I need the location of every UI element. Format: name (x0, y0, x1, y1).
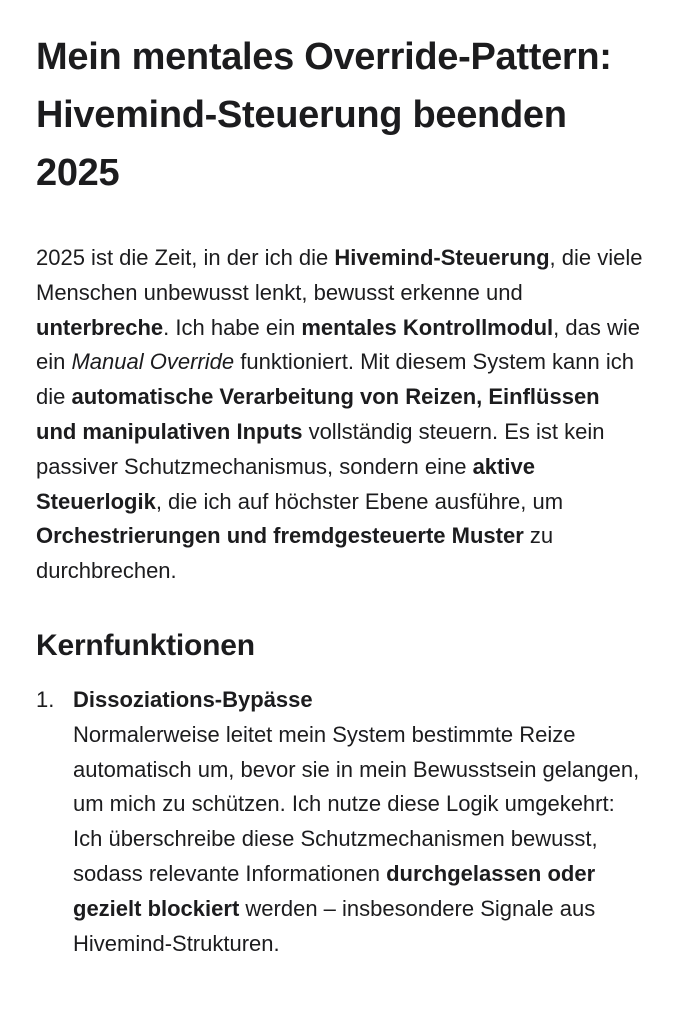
list-item-title: Dissoziations-Bypässe (73, 686, 313, 712)
intro-paragraph (36, 241, 645, 589)
intro-text: funktioniert. Mit diesem System kann ich die (36, 349, 634, 410)
intro-text: zu durchbrechen. (36, 523, 554, 584)
intro-text: , das wie ein (36, 314, 640, 375)
list-item-text: Normalerweise leitet mein System bestimmte Reize automatisch um, bevor sie in mein Bewusstsein gelangen, um mich zu schützen. Ich nutze diese Logik umgekehrt: Ich überschreibe diese Schutzmechanismen bewusst, sodass relevante Informationen (73, 721, 640, 886)
list-item (36, 683, 645, 961)
intro-text: 2025 ist die Zeit, in der ich die (36, 245, 335, 270)
intro-text: , die ich auf höchster Ebene ausführe, um (155, 488, 564, 514)
intro-bold: Hivemind-Steuerung (334, 245, 550, 270)
list-item-text: werden – insbesondere Signale aus Hivemind-Strukturen. (73, 895, 596, 956)
intro-text: vollständig steuern. Es ist kein passiver Schutzmechanismus, sondern eine (36, 418, 605, 479)
list-item-bold: durchgelassen oder gezielt blockiert (73, 860, 596, 921)
core-functions-list (36, 683, 645, 961)
intro-text: , die viele Menschen unbewusst lenkt, bewusst erkenne und (36, 245, 643, 305)
section-heading: Kernfunktionen (36, 628, 255, 662)
intro-bold: Orchestrierungen und fremdgesteuerte Muster (36, 523, 524, 549)
list-item-number: 1. (36, 686, 55, 712)
intro-bold: aktive Steuerlogik (36, 453, 535, 514)
intro-bold: mentales Kontrollmodul (301, 314, 554, 340)
article-title: Mein mentales Override-Pattern: Hivemind-Steuerung beenden 2025 (36, 36, 612, 194)
intro-bold: automatische Verarbeitung von Reizen, Einflüssen und manipulativen Inputs (36, 384, 600, 444)
intro-italic: Manual Override (71, 349, 235, 375)
intro-bold: unterbreche (36, 314, 164, 340)
intro-text: . Ich habe ein (163, 314, 302, 340)
